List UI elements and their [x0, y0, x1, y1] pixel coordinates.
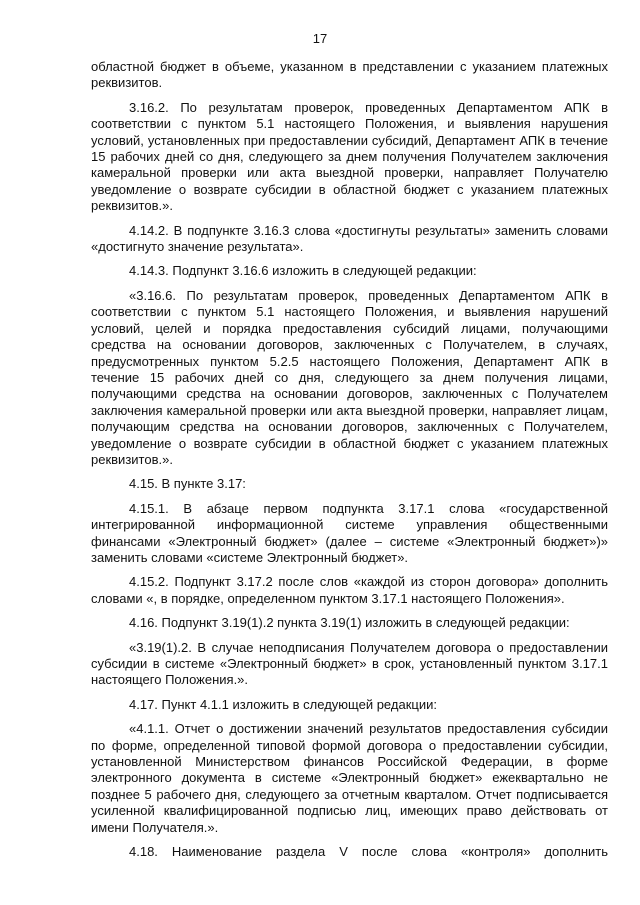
paragraph-4-15-1: 4.15.1. В абзаце первом подпункта 3.17.1 слова «государственной интегрированной информационной системе управления общественными финансами «Электронный бюджет» (далее – системе «Электронный бюджет»)» заменить словами «системе Электронный бюджет». — [91, 500, 608, 565]
paragraph-3-16-2: 3.16.2. По результатам проверок, проведенных Департаментом АПК в соответствии с пунктом 5.1 настоящего Положения, и выявления нарушения условий, установленных при предоставлении субсидий, Департамент АПК в течение 15 рабочих дней со дня, следующего за днем получения Получателем заключения камеральной проверки или акта выездной проверки, направляет Получателю уведомление о возврате субсидии в областной бюджет с указанием платежных реквизитов.». — [91, 99, 608, 214]
paragraph-3-19-1-2-quote: «3.19(1).2. В случае неподписания Получателем договора о предоставлении субсидии в системе «Электронный бюджет» в срок, установленный пунктом 3.17.1 настоящего Положения.». — [91, 639, 608, 688]
document-body — [91, 59, 608, 868]
paragraph-4-14-3: 4.14.3. Подпункт 3.16.6 изложить в следующей редакции: — [129, 263, 477, 279]
paragraph-4-14-2: 4.14.2. В подпункте 3.16.3 слова «достигнуты результаты» заменить словами «достигнуто значение результата». — [91, 222, 608, 255]
paragraph-4-15-2: 4.15.2. Подпункт 3.17.2 после слов «каждой из сторон договора» дополнить словами «, в порядке, определенном пунктом 3.17.1 настоящего Положения». — [91, 574, 608, 606]
paragraph-4-16: 4.16. Подпункт 3.19(1).2 пункта 3.19(1) изложить в следующей редакции: — [129, 615, 570, 631]
paragraph-continuation: областной бюджет в объеме, указанном в представлении с указанием платежных реквизитов. — [91, 59, 608, 91]
page-number: 17 — [312, 31, 328, 46]
paragraph-3-16-6-quote: «3.16.6. По результатам проверок, проведенных Департаментом АПК в соответствии с пунктом 5.1 настоящего Положения, и выявления нарушений условий, целей и порядка предоставления субсидий лицами, получающими средства на основании договоров, заключенных с Получателем, в случаях, предусмотренных пунктом 5.2.5 настоящего Положения, Департамент АПК в течение 15 рабочих дней со дня, следующего за днем получения лицами, получающими средства на основании договоров, заключенных с Получателем заключения камеральной проверки или акта выездной проверки, направляет лицам, получающим средства на основании договоров, заключенных с Получателем, уведомление о возврате субсидии в областной бюджет с указанием платежных реквизитов.». — [91, 287, 608, 467]
paragraph-4-18: 4.18. Наименование раздела V после слова «контроля» дополнить — [129, 844, 608, 860]
paragraph-4-15: 4.15. В пункте 3.17: — [129, 476, 246, 492]
paragraph-4-17: 4.17. Пункт 4.1.1 изложить в следующей редакции: — [129, 696, 437, 712]
paragraph-4-1-1-quote: «4.1.1. Отчет о достижении значений результатов предоставления субсидии по форме, определенной типовой формой договора о предоставлении субсидии, установленной Министерством финансов Российской Федерации, в форме электронного документа в системе «Электронный бюджет» ежеквартально не позднее 5 рабочего дня, следующего за отчетным кварталом. Отчет подписывается усиленной квалифицированной подписью лиц, имеющих право действовать от имени Получателя.». — [91, 721, 608, 835]
